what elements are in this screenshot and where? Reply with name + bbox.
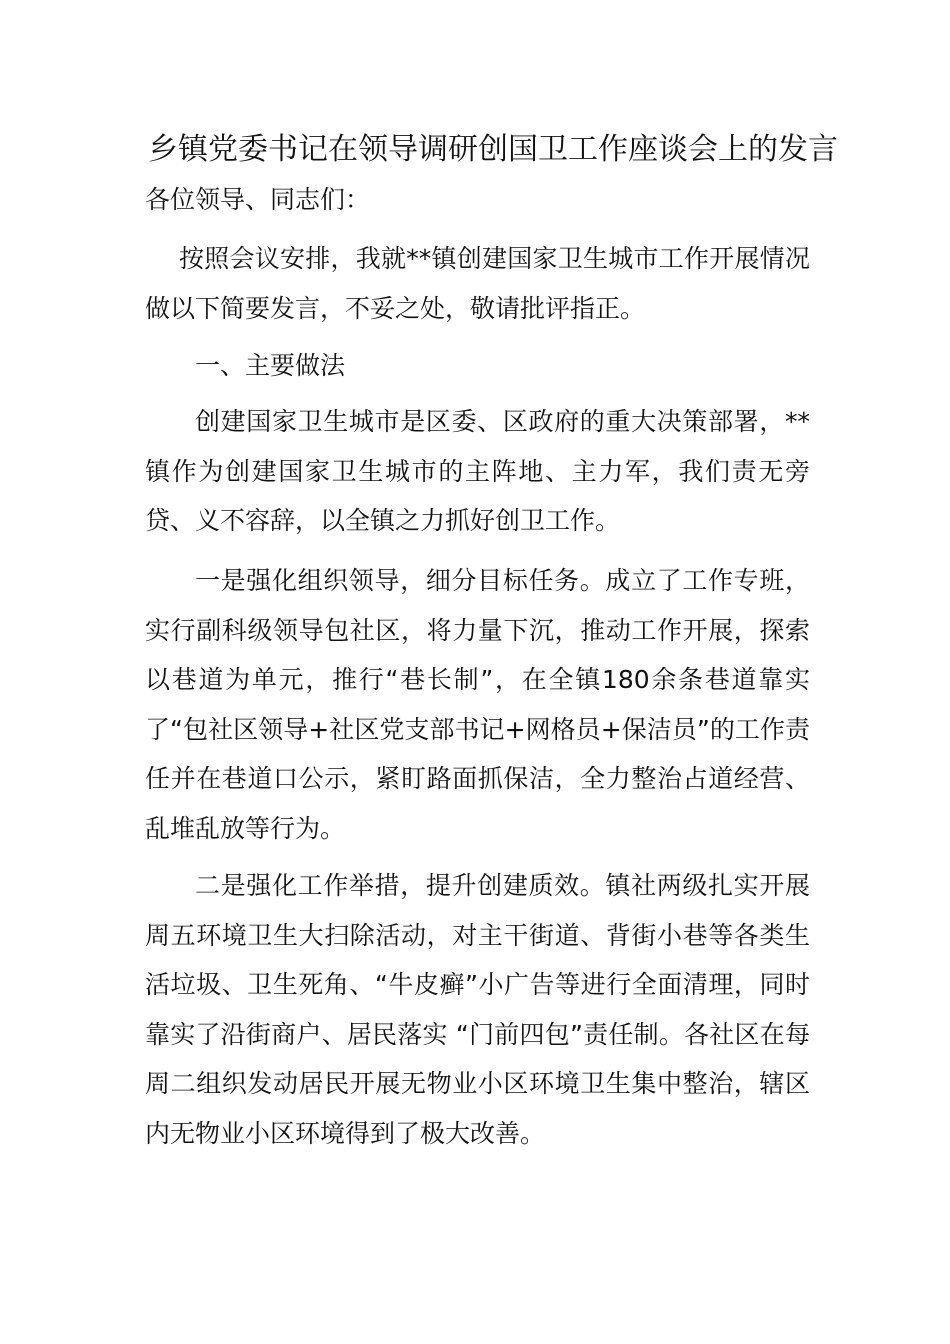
body-paragraph: 二是强化工作举措，提升创建质效。镇社两级扎实开展周五环境卫生大扫除活动，对主干街道、背街小巷等各类生活垃圾、卫生死角、“牛皮癣”小广告等进行全面清理，同时靠实了沿街商户、居民落实 “门前四包”责任制。各社区在每周二组织发动居民开展无物业小区环境卫生集中整治，辖区内无物业小区环境得到了极大改善。: [145, 871, 810, 1148]
salutation: 各位领导、同志们：: [145, 185, 371, 214]
body-paragraph: 创建国家卫生城市是区委、区政府的重大决策部署，**镇作为创建国家卫生城市的主阵地、主力军，我们责无旁贷、义不容辞，以全镇之力抓好创卫工作。: [145, 407, 810, 536]
intro-paragraph: 按照会议安排，我就**镇创建国家卫生城市工作开展情况做以下简要发言，不妥之处，敬请批评指正。: [145, 244, 810, 323]
document-title: 乡镇党委书记在领导调研创国卫工作座谈会上的发言: [148, 132, 838, 167]
body-paragraph: 一是强化组织领导，细分目标任务。成立了工作专班，实行副科级领导包社区，将力量下沉，推动工作开展，探索以巷道为单元，推行“巷长制”，在全镇180余条巷道靠实了“包社区领导+社区党支部书记+网格员+保洁员”的工作责任并在巷道口公示，紧盯路面抓保洁，全力整治占道经营、乱堆乱放等行为。: [145, 566, 810, 843]
section-heading: 一、主要做法: [195, 351, 346, 380]
